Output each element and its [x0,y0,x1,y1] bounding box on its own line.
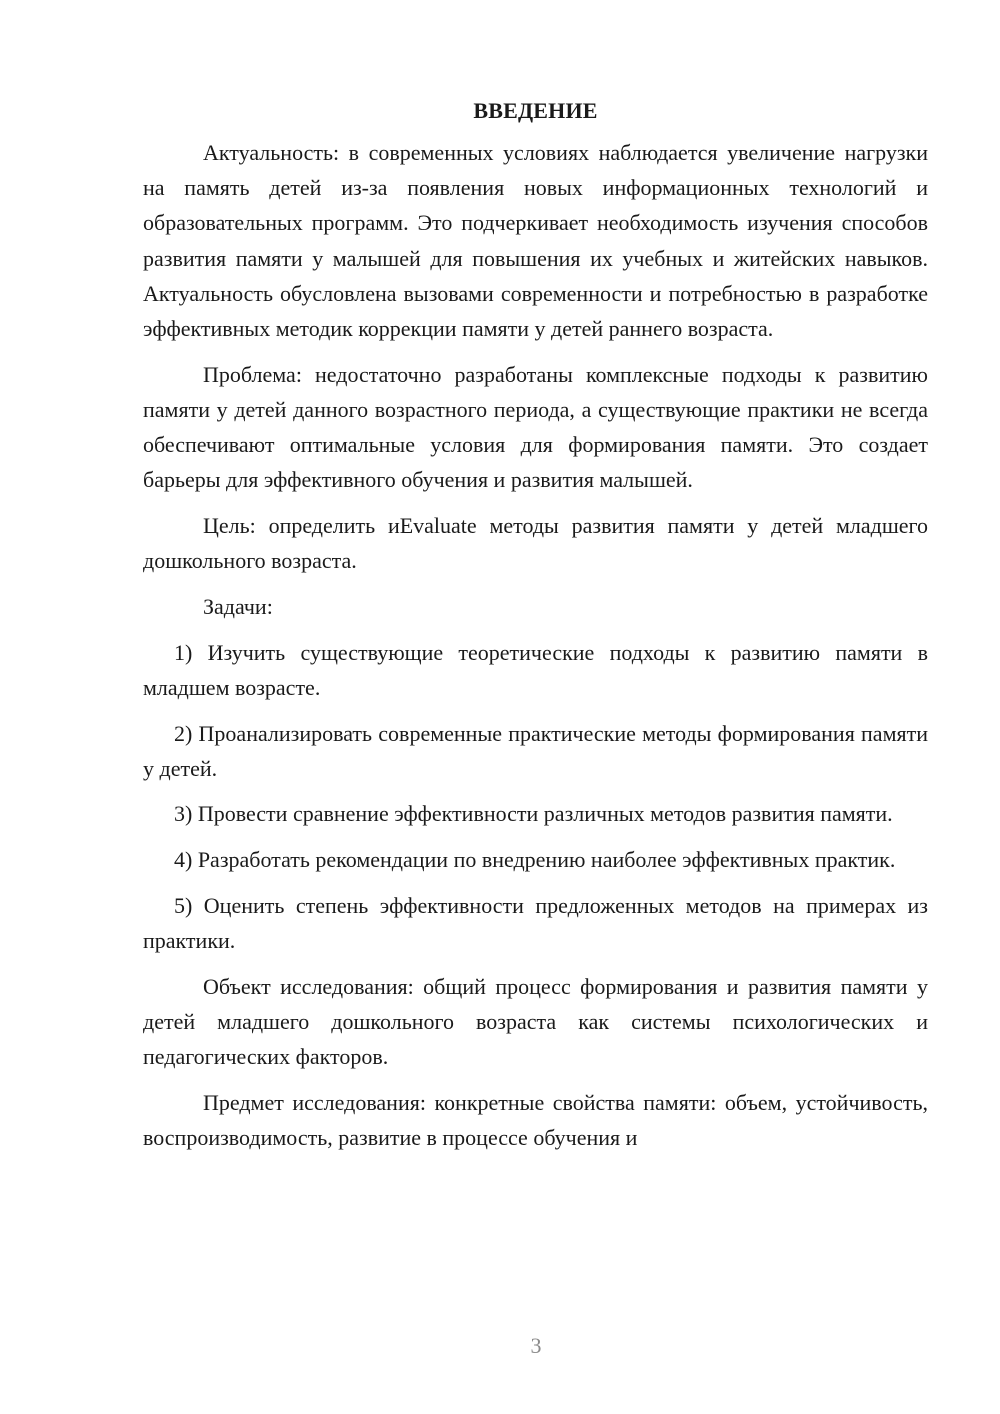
task-item: 3) Провести сравнение эффективности различных методов развития памяти. [174,801,893,827]
goal-paragraph: Цель: определить иEvaluate методы развития памяти у детей младшего дошкольного возраста. [143,513,928,574]
tasks-label: Задачи: [203,593,273,619]
problem-paragraph: Проблема: недостаточно разработаны комплексные подходы к развитию памяти у детей данного возрастного периода, а существующие практики не всегда обеспечивают оптимальные условия для формирования памяти. Это создает барьеры для эффективного обучения и развития малышей. [143,361,928,493]
page-number: 3 [530,1333,542,1358]
section-heading: ВВЕДЕНИЕ [473,98,598,123]
research-object-paragraph: Объект исследования: общий процесс формирования и развития памяти у детей младшего дошкольного возраста как системы психологических и педагогических факторов. [143,973,928,1070]
task-item: 5) Оценить степень эффективности предложенных методов на примерах из практики. [143,892,928,954]
task-item: 1) Изучить существующие теоретические подходы к развитию памяти в младшем возрасте. [143,639,928,700]
research-subject-paragraph: Предмет исследования: конкретные свойства памяти: объем, устойчивость, воспроизводимость, развитие в процессе обучения и [143,1089,928,1151]
document-body [143,96,928,1155]
relevance-paragraph: Актуальность: в современных условиях наблюдается увеличение нагрузки на память детей из-за появления новых информационных технологий и образовательных программ. Это подчеркивает необходимость изучения способов развития памяти у малышей для повышения их учебных и житейских навыков. Актуальность обусловлена вызовами современности и потребностью в разработке эффективных методик коррекции памяти у детей раннего возраста. [143,140,928,342]
task-item: 2) Проанализировать современные практические методы формирования памяти у детей. [143,720,928,781]
task-item: 4) Разработать рекомендации по внедрению наиболее эффективных практик. [174,847,896,873]
